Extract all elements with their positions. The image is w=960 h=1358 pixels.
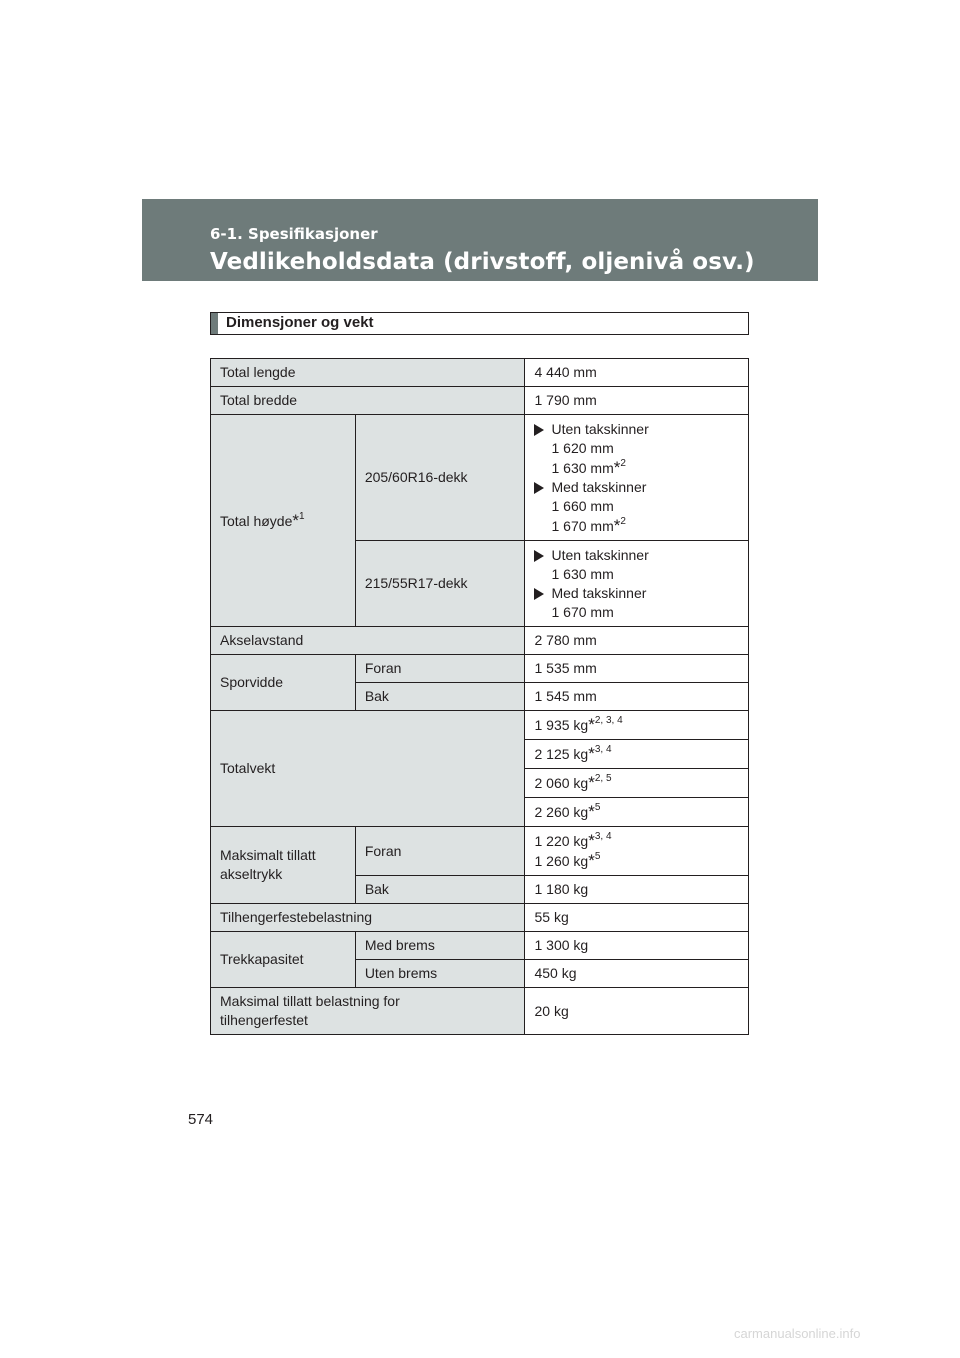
triangle-bullet-icon (534, 482, 544, 494)
table-row (211, 415, 749, 541)
footnote-asterisk: * (588, 744, 595, 763)
row-value: 2 125 kg*$^{3, 4}$ (525, 740, 749, 769)
option-block (534, 584, 740, 622)
sub-label: Bak (355, 683, 525, 711)
row-value: 1 545 mm (525, 683, 749, 711)
row-label: Maksimalt tillatt akseltrykk (211, 827, 356, 904)
option-label: Uten takskinner (551, 420, 649, 437)
tire-label: 205/60R16-dekk (355, 415, 525, 541)
row-label: Akselavstand (211, 627, 525, 655)
watermark: carmanualsonline.info (734, 1326, 861, 1341)
triangle-bullet-icon (534, 588, 544, 600)
tire-heights (525, 415, 749, 541)
option-block (534, 546, 740, 584)
footnote-asterisk: * (588, 715, 595, 734)
row-value: 1 220 kg*$^{3, 4}$ 1 260 kg*$^5$ (525, 827, 749, 876)
footnote-asterisk: * (613, 457, 621, 477)
row-value: 2 260 kg*$^5$ (525, 798, 749, 827)
option-label: Med takskinner (551, 478, 647, 495)
footnote-asterisk: * (588, 802, 595, 821)
footnote-asterisk: * (292, 510, 299, 530)
table-row (211, 711, 749, 740)
table-row (211, 932, 749, 960)
footnote-asterisk: * (588, 773, 595, 792)
option-value: 1 630 mm (551, 565, 614, 582)
table-row (211, 387, 749, 415)
row-label: Trekkapasitet (211, 932, 356, 988)
tire-heights (525, 541, 749, 627)
table-row (211, 359, 749, 387)
option-value: 1 660 mm (551, 497, 614, 514)
sub-label: Med brems (355, 932, 525, 960)
option-label: Uten takskinner (551, 546, 649, 563)
row-value: 1 300 kg (525, 932, 749, 960)
footnote-number: 1 (299, 510, 305, 522)
row-label (211, 415, 356, 627)
sub-label: Uten brems (355, 960, 525, 988)
row-label: Tilhengerfestebelastning (211, 904, 525, 932)
row-value: 4 440 mm (525, 359, 749, 387)
page-number: 574 (188, 1111, 214, 1128)
table-row (211, 827, 749, 876)
table-row (211, 904, 749, 932)
footnote-asterisk: * (613, 515, 621, 535)
option-block (534, 420, 740, 478)
option-block (534, 478, 740, 536)
sub-label: Foran (355, 827, 525, 876)
triangle-bullet-icon (534, 550, 544, 562)
row-label: Sporvidde (211, 655, 356, 711)
footnote-asterisk: * (588, 831, 595, 850)
row-value: 55 kg (525, 904, 749, 932)
table-row (211, 627, 749, 655)
chapter-header (142, 199, 818, 281)
tire-label: 215/55R17-dekk (355, 541, 525, 627)
subheading: Dimensjoner og vekt (226, 314, 374, 331)
subheading-box (210, 312, 749, 335)
row-value: 1 535 mm (525, 655, 749, 683)
row-value: 2 780 mm (525, 627, 749, 655)
specs-table (210, 358, 749, 1035)
triangle-bullet-icon (534, 424, 544, 436)
row-value: 450 kg (525, 960, 749, 988)
option-value: 1 670 mm (551, 603, 614, 620)
table-row (211, 655, 749, 683)
total-height-label: Total høyde (220, 512, 293, 529)
option-label: Med takskinner (551, 584, 647, 601)
row-label: Maksimal tillatt belastning for tilhengerfestet (211, 988, 525, 1035)
subheading-bar (211, 313, 218, 334)
option-value: 1 670 mm*$^2$ (551, 515, 626, 535)
section-label: 6-1. Spesifikasjoner (210, 225, 378, 243)
option-value: 1 630 mm*$^2$ (551, 457, 626, 477)
row-value: 1 180 kg (525, 876, 749, 904)
row-value: 1 935 kg*$^{2, 3, 4}$ (525, 711, 749, 740)
option-value: 1 620 mm (551, 439, 614, 456)
sub-label: Bak (355, 876, 525, 904)
row-label: Total lengde (211, 359, 525, 387)
row-value: 20 kg (525, 988, 749, 1035)
page-title: Vedlikeholdsdata (drivstoff, oljenivå osv.) (210, 249, 755, 275)
table-row (211, 988, 749, 1035)
row-value: 2 060 kg*$^{2, 5}$ (525, 769, 749, 798)
row-label: Total bredde (211, 387, 525, 415)
sub-label: Foran (355, 655, 525, 683)
row-label: Totalvekt (211, 711, 525, 827)
footnote-asterisk: * (588, 851, 595, 870)
row-value: 1 790 mm (525, 387, 749, 415)
